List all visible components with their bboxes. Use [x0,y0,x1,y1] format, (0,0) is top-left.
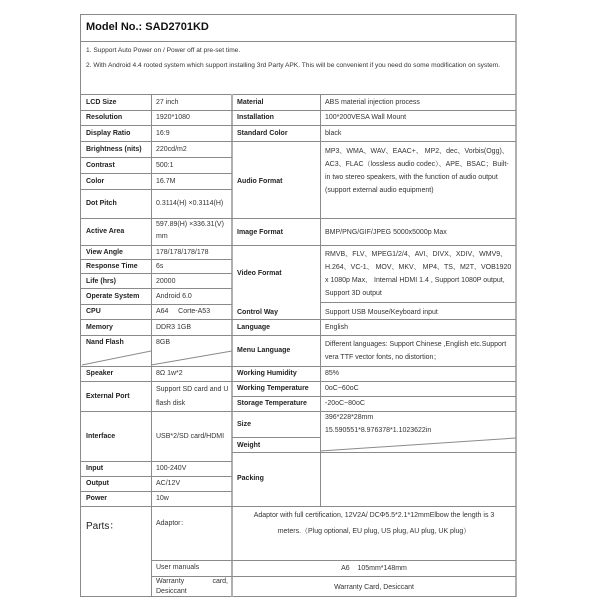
parts-item-label: Adaptor： [156,520,188,527]
spec-label: Audio Format [237,178,283,185]
spec-label: Working Temperature [237,385,309,392]
spec-value: 6s [156,263,164,270]
spec-label: Brightness (nits) [86,146,142,153]
spec-value: 20000 [156,278,176,285]
parts-item-value: A6 105mm*148mm [341,565,407,572]
parts-item-value: meters.（Plug optional, EU plug, US plug, AU plug, UK plug） [277,528,471,535]
divider [80,41,516,42]
divider [80,125,232,126]
spec-label: Input [86,465,104,472]
spec-value: 597.89(H) ×336.31(V) mm [156,221,224,240]
spec-value: Different languages: Support Chinese ,English etc.Support vera TTF vector fonts, no distortion； [325,341,507,361]
divider [232,110,516,111]
divider [80,506,516,507]
spec-value: 0oC~60oC [325,385,359,392]
spec-value: -20oC~80oC [325,400,365,407]
spec-label: External Port [86,393,130,400]
divider [232,141,516,142]
divider [232,381,516,382]
spec-label: Standard Color [237,130,288,137]
divider [232,125,516,126]
spec-label: Resolution [86,114,123,121]
divider [80,157,232,158]
spec-label: View Angle [86,249,123,256]
spec-value: 16:9 [156,130,170,137]
divider [80,259,232,260]
spec-value: black [325,130,342,137]
spec-label: CPU [86,308,101,315]
divider [232,437,320,438]
spec-label: Video Format [237,270,282,277]
divider [80,273,232,274]
spec-value: 396*228*28mm [325,414,374,421]
spec-label: Nand Flash [86,339,124,346]
col-divider [320,94,321,506]
spec-value: 100-240V [156,465,187,472]
divider [80,288,232,289]
parts-item-label: Warranty card, Desiccant [156,578,228,595]
col-divider [151,94,152,506]
divider [320,302,516,303]
divider [232,411,516,412]
parts-title: Parts： [86,521,120,532]
spec-label: Output [86,480,109,487]
spec-value: 220cd/m2 [156,146,187,153]
spec-label: Active Area [86,228,125,235]
spec-value: 500:1 [156,162,174,169]
divider [80,189,232,190]
divider [80,304,232,305]
diagonal-line [82,351,151,365]
spec-label: Response Time [86,263,138,270]
spec-label: Working Humidity [237,370,297,377]
spec-label: Contrast [86,162,115,169]
divider [80,94,516,95]
spec-label: Dot Pitch [86,200,117,207]
spec-value: MP3、WMA、WAV、EAAC+、 MP2、dec、Vorbis(Ogg)、AC3、FLAC（lossless audio codec）、APE、BSAC；Built-in two stereo speakers, with the function of audio output (support external audio equipment) [325,148,509,194]
spec-value: A64 Corte-A53 [156,308,211,315]
spec-label: Operate System [86,293,140,300]
spec-value: Android 6.0 [156,293,192,300]
diagonal-line [320,438,516,451]
divider [232,245,516,246]
table-border-left [80,14,81,597]
divider [80,141,232,142]
divider [80,335,232,336]
divider [80,476,232,477]
spec-value: 10w [156,495,169,502]
col-divider [231,94,233,597]
spec-value: 27 inch [156,99,179,106]
spec-label: Speaker [86,370,114,377]
spec-value: 178/178/178/178 [156,249,209,256]
spec-value: 0.3114(H) ×0.3114(H) [156,200,224,207]
spec-value: Support USB Mouse/Keyboard input [325,309,438,316]
spec-value: 8GB [156,339,171,346]
spec-label: Image Format [237,229,283,236]
spec-value: 85% [325,370,340,377]
spec-value: English [325,324,348,331]
spec-value: 15.590551*8.976378*1.1023622in [325,427,432,434]
spec-label: Display Ratio [86,130,131,137]
parts-item-value: Warranty Card, Desiccant [334,584,414,591]
spec-value: ABS material injection process [325,99,420,106]
divider [232,366,516,367]
spec-value: USB*2/SD card/HDMI [156,433,225,440]
divider [80,491,232,492]
spec-label: Size [237,421,252,428]
model-title: Model No.: SAD2701KD [86,21,209,33]
spec-label: Power [86,495,108,502]
spec-label: Color [86,178,105,185]
spec-label: Packing [237,475,264,482]
divider [80,411,232,412]
spec-label: LCD Size [86,99,117,106]
parts-item-label: User manuals [156,564,200,571]
spec-value: BMP/PNG/GIF/JPEG 5000x5000p Max [325,229,447,236]
divider [232,452,516,453]
spec-label: Menu Language [237,347,291,354]
spec-value: Support SD card and U flash disk [156,386,229,407]
spec-value: 1920*1080 [156,114,190,121]
spec-label: Interface [86,433,116,440]
note-2: 2. With Android 4.4 rooted system which support installing 3rd Party APK. This will be convenient if you need do some modification on system. [86,62,501,69]
spec-label: Material [237,99,264,106]
divider [80,110,232,111]
divider [80,319,232,320]
divider [80,461,232,462]
diagonal-line [151,351,232,365]
divider [151,560,516,561]
table-border-right [515,14,517,597]
spec-value: DDR3 1GB [156,324,192,331]
divider [232,396,516,397]
divider [80,381,232,382]
spec-label: Installation [237,114,274,121]
divider [232,218,516,219]
spec-label: Memory [86,324,113,331]
spec-value: AC/12V [156,480,181,487]
divider [80,173,232,174]
spec-label: Life (hrs) [86,278,116,285]
spec-label: Control Way [237,309,278,316]
divider [232,319,516,320]
divider [80,366,232,367]
spec-label: Language [237,324,271,331]
spec-value: 16.7M [156,178,176,185]
divider [80,245,232,246]
note-1: 1. Support Auto Power on / Power off at pre-set time. [86,47,241,54]
table-border-top [80,14,516,15]
table-border-bottom [80,596,516,597]
divider [232,335,516,336]
col-divider [151,506,152,597]
spec-value: RMVB、FLV、MPEG1/2/4、AVI、DIVX、XDIV、WMV9、H.264、VC-1、 MOV、MKV、 MP4、TS、M2T、VOB1920 x 1080p Max、 Internal HDMI 1.4 , Support 1080P output, Support 3D output [325,251,512,297]
parts-item-value: Adaptor with full certification, 12V2A/ DCΦ5.5*2.1*12mmElbow the length is 3 [253,512,495,519]
spec-label: Storage Temperature [237,400,307,407]
spec-label: Weight [237,442,261,449]
spec-value: 8Ω 1w*2 [156,370,183,377]
spec-value: 100*200VESA Wall Mount [325,114,407,121]
